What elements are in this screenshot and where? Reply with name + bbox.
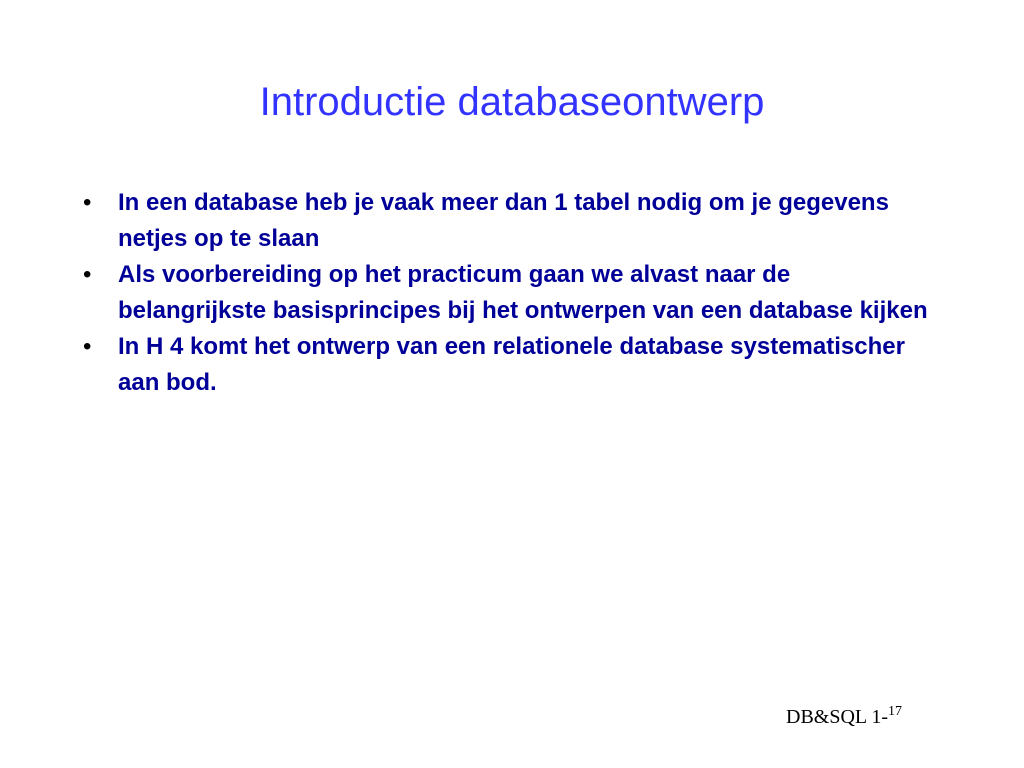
bullet-marker: • <box>83 261 92 288</box>
bullet-marker: • <box>83 333 92 360</box>
slide-footer <box>786 706 902 729</box>
bullet-marker: • <box>83 189 92 216</box>
bullet-text: Als voorbereiding op het practicum gaan we alvast naar de belangrijkste basisprincipes bij het ontwerpen van een database kijken <box>118 261 928 324</box>
page-number: 17 <box>888 704 903 719</box>
bullet-list <box>80 185 940 401</box>
footer-label: DB&SQL 1- <box>786 706 889 728</box>
bullet-text: In H 4 komt het ontwerp van een relationele database systematischer aan bod. <box>118 333 905 396</box>
bullet-item <box>80 185 940 257</box>
bullet-text: In een database heb je vaak meer dan 1 tabel nodig om je gegevens netjes op te slaan <box>118 189 889 252</box>
bullet-item <box>80 329 940 401</box>
bullet-item <box>80 257 940 329</box>
slide-title: Introductie databaseontwerp <box>259 80 765 124</box>
